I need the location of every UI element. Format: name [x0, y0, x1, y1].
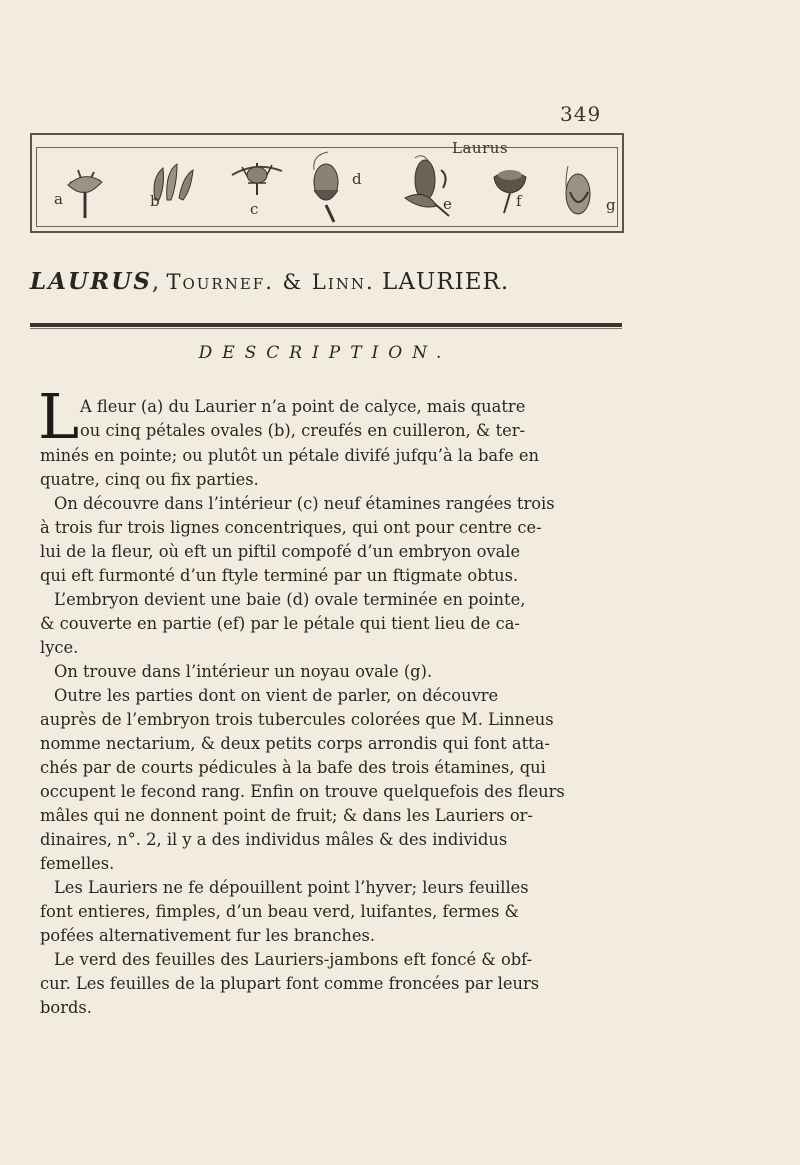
- body-line-6: à trois fur trois lignes concentriques, qui ont pour centre ce-: [40, 518, 542, 537]
- figure-e-berry-cluster-illustration: [395, 148, 465, 218]
- section-heading: DESCRIPTION.: [198, 343, 452, 363]
- figure-c-stamens-illustration: [228, 155, 286, 200]
- body-line-12: On trouve dans l’intérieur un noyau ovale (g).: [54, 662, 433, 681]
- body-line-22: font entieres, fimples, d’un beau verd, luifantes, fermes &: [40, 902, 520, 921]
- figure-letter-d: d: [352, 170, 362, 188]
- page-number: 349: [560, 102, 602, 126]
- body-line-7: lui de la fleur, où eft un piftil compofé d’un embryon ovale: [40, 542, 521, 561]
- body-line-16: chés par de courts pédicules à la bafe des trois étamines, qui: [40, 758, 546, 777]
- plate-genus-label: Laurus: [452, 139, 509, 157]
- figure-g-pit-illustration: [560, 162, 600, 222]
- figure-d-berry-illustration: [308, 150, 348, 225]
- body-line-23: pofées alternativement fur les branches.: [40, 926, 375, 945]
- figure-letter-a: a: [54, 190, 63, 208]
- body-line-19: dinaires, n°. 2, il y a des individus mâles & des individus: [40, 830, 508, 849]
- body-line-3: minés en pointe; ou plutôt un pétale divifé jufqu’à la bafe en: [40, 446, 540, 465]
- body-line-25: cur. Les feuilles de la plupart font comme froncées par leurs: [40, 974, 540, 993]
- body-line-14: auprès de l’embryon trois tubercules colorées que M. Linneus: [40, 710, 554, 729]
- title-rule-thin: [30, 328, 622, 329]
- figure-letter-e: e: [443, 195, 452, 213]
- body-line-1: A fleur (a) du Laurier n’a point de calyce, mais quatre: [80, 397, 526, 416]
- body-line-20: femelles.: [40, 854, 115, 873]
- body-line-13: Outre les parties dont on vient de parler, on découvre: [54, 686, 499, 705]
- body-line-4: quatre, cinq ou fix parties.: [40, 470, 259, 489]
- title-genus: LAURUS: [30, 268, 152, 295]
- title-common-name: LAURIER.: [382, 269, 510, 295]
- body-line-26: bords.: [40, 998, 92, 1017]
- figure-f-calyx-cup-illustration: [490, 165, 530, 215]
- body-line-2: ou cinq pétales ovales (b), creufés en cuilleron, & ter-: [80, 421, 526, 440]
- title-rule-thick: [30, 323, 622, 327]
- body-line-9: L’embryon devient une baie (d) ovale terminée en pointe,: [54, 590, 526, 609]
- body-line-24: Le verd des feuilles des Lauriers-jambons eft foncé & obf-: [54, 950, 533, 969]
- page-title: [30, 268, 620, 295]
- body-line-21: Les Lauriers ne fe dépouillent point l’hyver; leurs feuilles: [54, 878, 529, 897]
- body-line-5: On découvre dans l’intérieur (c) neuf étamines rangées trois: [54, 494, 555, 513]
- body-line-11: lyce.: [40, 638, 79, 657]
- body-line-8: qui eft furmonté d’un ftyle terminé par un ftigmate obtus.: [40, 566, 519, 585]
- body-line-18: mâles qui ne donnent point de fruit; & dans les Lauriers or-: [40, 806, 533, 825]
- body-line-15: nomme nectarium, & deux petits corps arrondis qui font atta-: [40, 734, 550, 753]
- figure-letter-c: c: [250, 200, 259, 218]
- drop-cap: L: [38, 380, 80, 453]
- title-comma: ,: [151, 269, 160, 295]
- figure-letter-g: g: [606, 196, 616, 214]
- figure-a-flower-illustration: [60, 160, 110, 220]
- figure-letter-f: f: [516, 192, 522, 210]
- body-line-10: & couverte en partie (ef) par le pétale qui tient lieu de ca-: [40, 614, 520, 633]
- figure-letter-b: b: [150, 192, 160, 210]
- title-authors: Tournef. & Linn.: [166, 270, 375, 294]
- body-line-17: occupent le fecond rang. Enfin on trouve quelquefois des fleurs: [40, 782, 565, 801]
